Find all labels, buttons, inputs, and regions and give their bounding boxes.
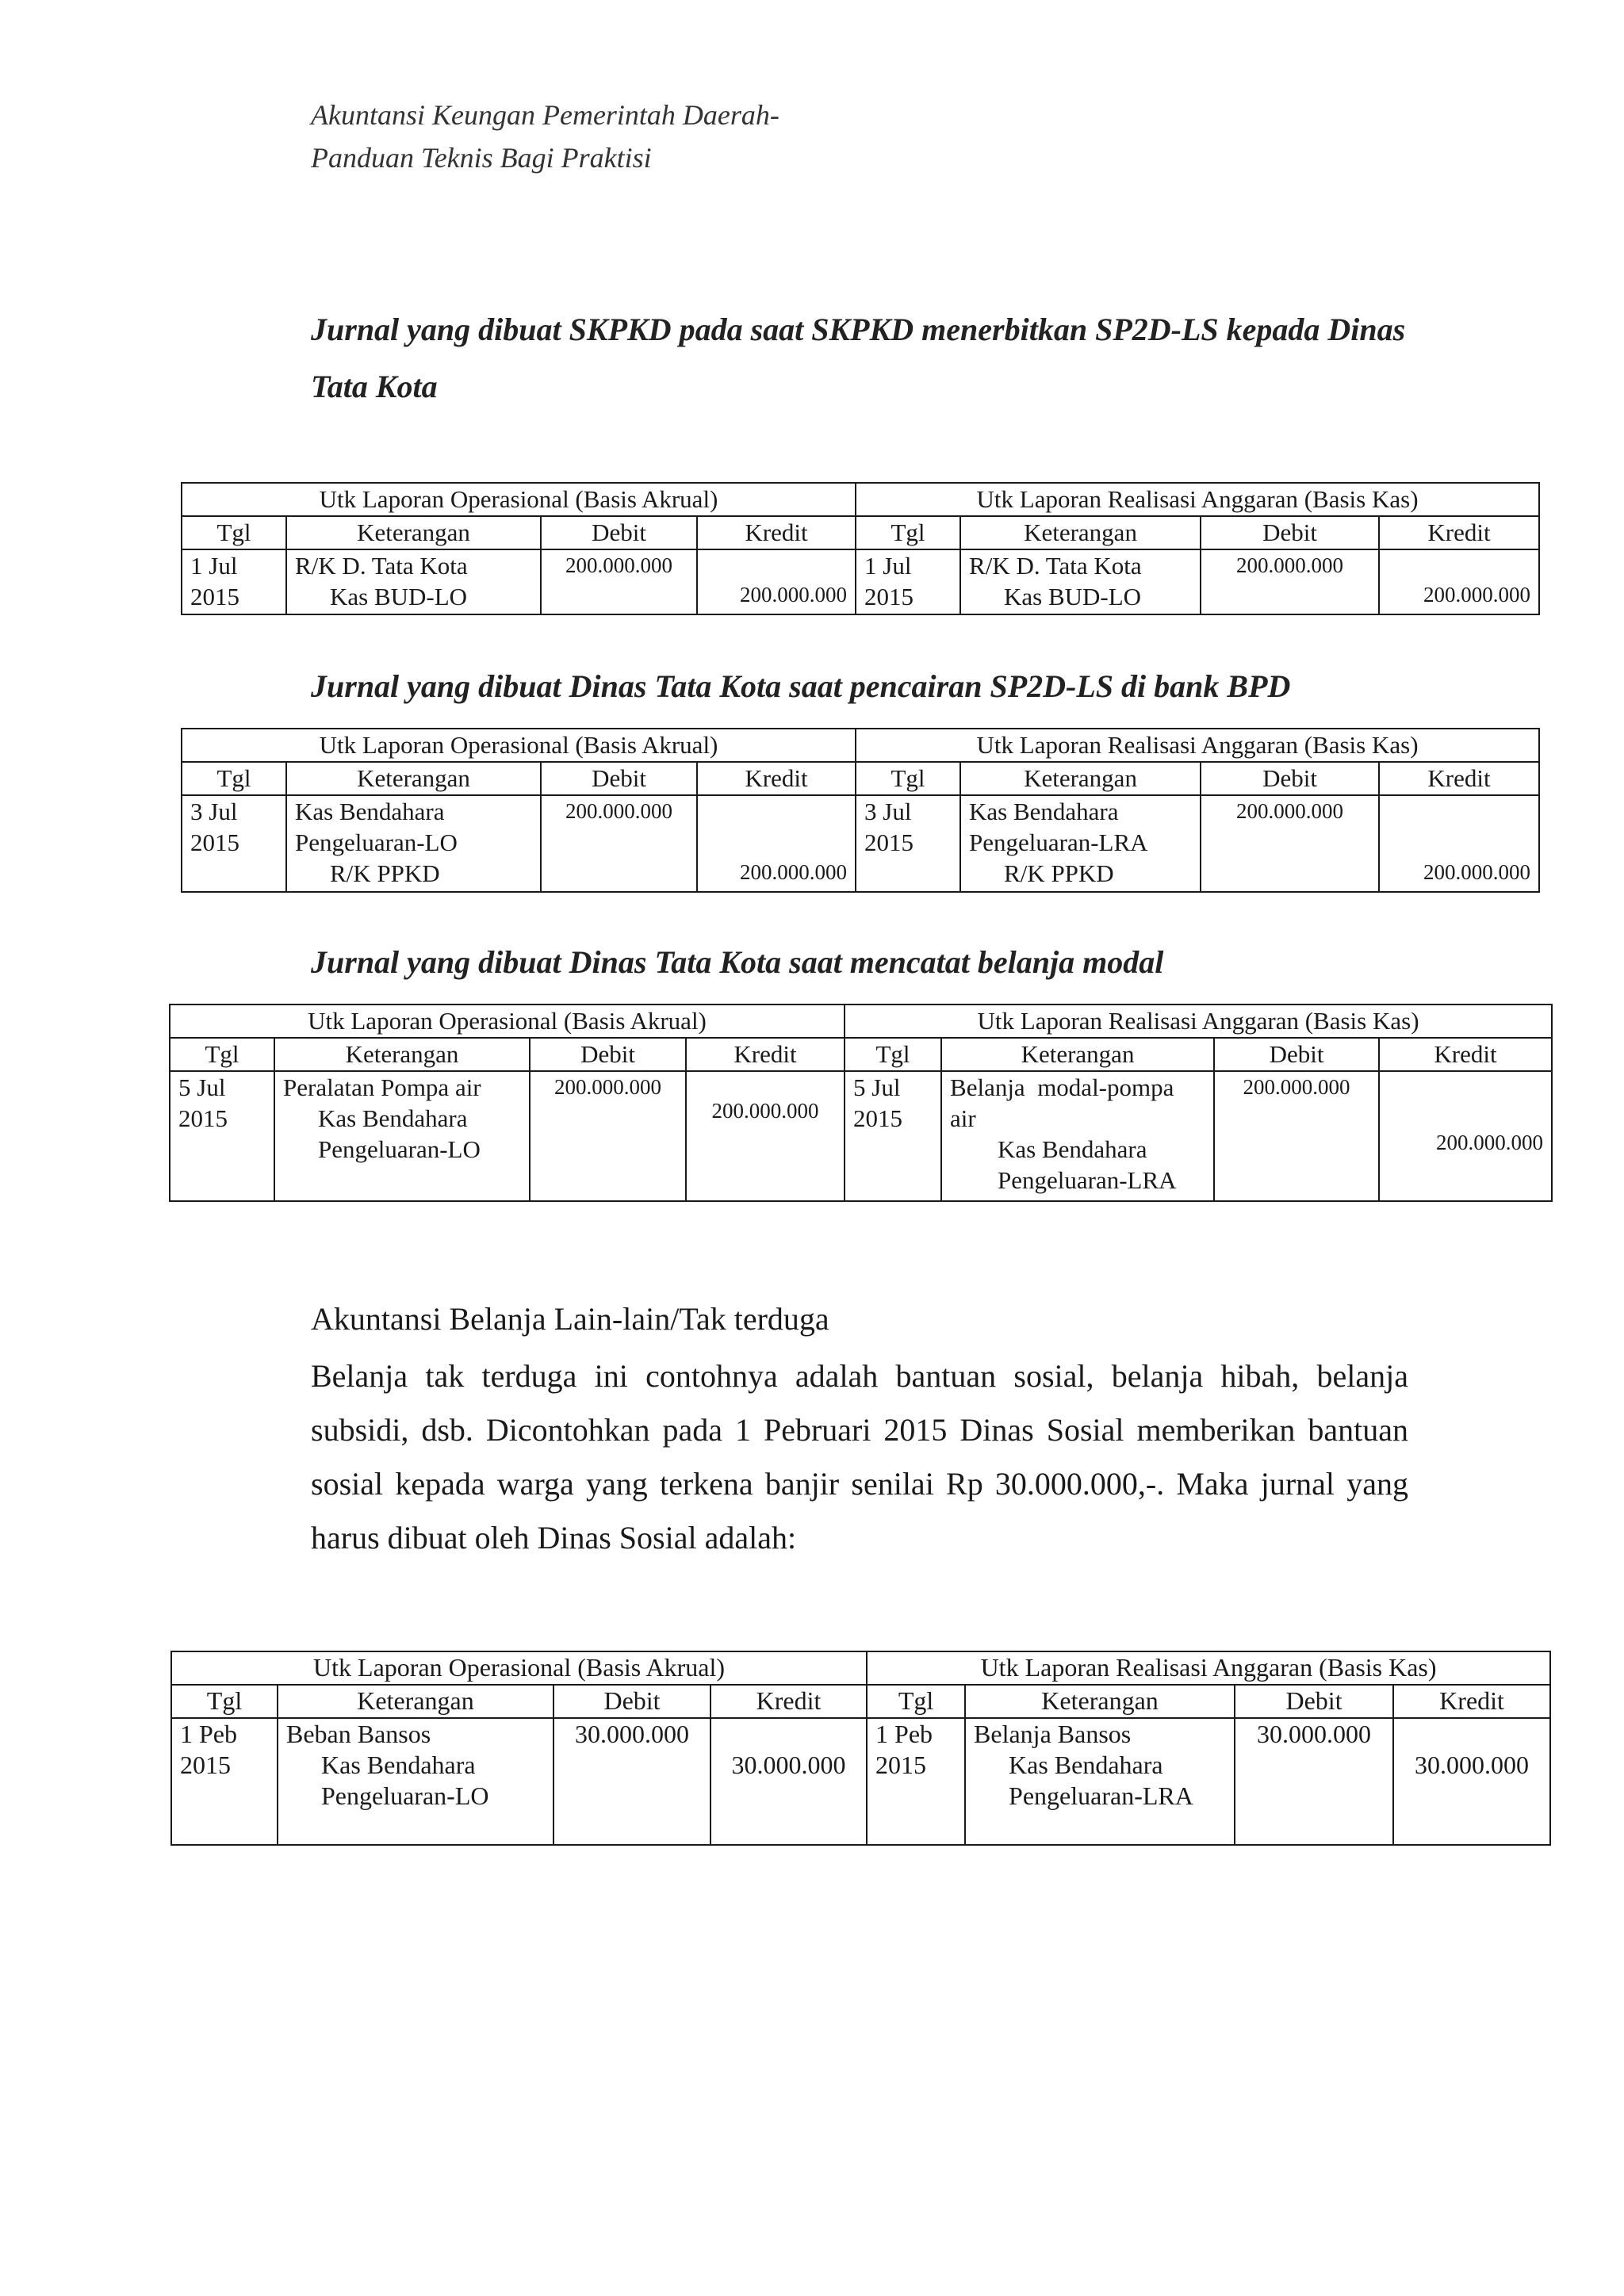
col-keterangan: Keterangan xyxy=(960,516,1201,549)
lra-header: Utk Laporan Realisasi Anggaran (Basis Kas) xyxy=(856,729,1539,762)
lo-header: Utk Laporan Operasional (Basis Akrual) xyxy=(182,729,856,762)
col-debit: Debit xyxy=(530,1038,686,1071)
entry-kredit: 200.000.000 xyxy=(1379,795,1539,892)
entry-date: 3 Jul 2015 xyxy=(182,795,286,892)
col-kredit: Kredit xyxy=(697,516,856,549)
entry-date: 1 Peb 2015 xyxy=(867,1718,965,1845)
col-tgl: Tgl xyxy=(856,762,960,795)
entry-description: Kas Bendahara Pengeluaran-LRA R/K PPKD xyxy=(960,795,1201,892)
col-debit: Debit xyxy=(553,1685,710,1718)
entry-debit: 200.000.000 xyxy=(541,549,697,614)
table-row xyxy=(182,549,1539,614)
lo-header: Utk Laporan Operasional (Basis Akrual) xyxy=(170,1004,845,1038)
col-debit: Debit xyxy=(541,762,697,795)
entry-kredit: 200.000.000 xyxy=(686,1071,845,1201)
col-keterangan: Keterangan xyxy=(941,1038,1214,1071)
running-header-line-2: Panduan Teknis Bagi Praktisi xyxy=(311,142,652,174)
entry-debit: 200.000.000 xyxy=(530,1071,686,1201)
entry-description: Kas Bendahara Pengeluaran-LO R/K PPKD xyxy=(286,795,541,892)
entry-description: Peralatan Pompa air Kas Bendahara Pengeluaran-LO xyxy=(274,1071,530,1201)
lra-header: Utk Laporan Realisasi Anggaran (Basis Kas) xyxy=(867,1651,1550,1685)
col-debit: Debit xyxy=(1201,516,1379,549)
lra-header: Utk Laporan Realisasi Anggaran (Basis Kas) xyxy=(856,483,1539,516)
col-debit: Debit xyxy=(1214,1038,1379,1071)
entry-date: 3 Jul 2015 xyxy=(856,795,960,892)
col-tgl: Tgl xyxy=(845,1038,941,1071)
entry-date: 5 Jul 2015 xyxy=(170,1071,274,1201)
col-tgl: Tgl xyxy=(867,1685,965,1718)
entry-date: 5 Jul 2015 xyxy=(845,1071,941,1201)
col-tgl: Tgl xyxy=(856,516,960,549)
entry-description: R/K D. Tata Kota Kas BUD-LO xyxy=(960,549,1201,614)
entry-debit: 30.000.000 xyxy=(553,1718,710,1845)
entry-debit: 30.000.000 xyxy=(1235,1718,1393,1845)
entry-description: Belanja Bansos Kas Bendahara Pengeluaran-LRA xyxy=(965,1718,1235,1845)
entry-debit: 200.000.000 xyxy=(1201,795,1379,892)
table-row xyxy=(171,1718,1550,1845)
col-debit: Debit xyxy=(1201,762,1379,795)
col-keterangan: Keterangan xyxy=(278,1685,553,1718)
body-paragraph: Belanja tak terduga ini contohnya adalah bantuan sosial, belanja hibah, belanja subsidi, dsb. Dicontohkan pada 1 Pebruari 2015 Dinas Sosial memberikan bantuan sosial kepada warga yang terkena banjir senilai Rp 30.000.000,-. Maka jurnal yang harus dibuat oleh Dinas Sosial adalah: xyxy=(311,1358,1408,1556)
entry-kredit: 30.000.000 xyxy=(710,1718,867,1845)
col-keterangan: Keterangan xyxy=(286,762,541,795)
col-tgl: Tgl xyxy=(171,1685,278,1718)
entry-debit: 200.000.000 xyxy=(1201,549,1379,614)
lo-header: Utk Laporan Operasional (Basis Akrual) xyxy=(182,483,856,516)
entry-date: 1 Jul 2015 xyxy=(182,549,286,614)
col-kredit: Kredit xyxy=(1393,1685,1550,1718)
heading-belanja-modal: Jurnal yang dibuat Dinas Tata Kota saat mencatat belanja modal xyxy=(311,944,1164,980)
journal-table-2 xyxy=(181,728,1540,893)
col-kredit: Kredit xyxy=(1379,1038,1552,1071)
entry-kredit: 200.000.000 xyxy=(1379,1071,1552,1201)
entry-kredit: 30.000.000 xyxy=(1393,1718,1550,1845)
col-debit: Debit xyxy=(1235,1685,1393,1718)
entry-debit: 200.000.000 xyxy=(541,795,697,892)
journal-table-3 xyxy=(169,1004,1553,1202)
heading-skpkd-sp2d: Jurnal yang dibuat SKPKD pada saat SKPKD menerbitkan SP2D-LS kepada Dinas Tata Kota xyxy=(311,312,1406,404)
col-kredit: Kredit xyxy=(686,1038,845,1071)
col-keterangan: Keterangan xyxy=(286,516,541,549)
table-row xyxy=(182,795,1539,892)
entry-kredit: 200.000.000 xyxy=(1379,549,1539,614)
entry-kredit: 200.000.000 xyxy=(697,795,856,892)
table-row xyxy=(170,1071,1552,1201)
lo-header: Utk Laporan Operasional (Basis Akrual) xyxy=(171,1651,867,1685)
entry-kredit: 200.000.000 xyxy=(697,549,856,614)
entry-description: Beban Bansos Kas Bendahara Pengeluaran-LO xyxy=(278,1718,553,1845)
lra-header: Utk Laporan Realisasi Anggaran (Basis Kas) xyxy=(845,1004,1552,1038)
col-kredit: Kredit xyxy=(1379,762,1539,795)
entry-date: 1 Jul 2015 xyxy=(856,549,960,614)
col-tgl: Tgl xyxy=(182,762,286,795)
col-kredit: Kredit xyxy=(1379,516,1539,549)
entry-date: 1 Peb 2015 xyxy=(171,1718,278,1845)
col-debit: Debit xyxy=(541,516,697,549)
running-header xyxy=(311,94,779,179)
journal-table-1 xyxy=(181,482,1540,615)
col-keterangan: Keterangan xyxy=(965,1685,1235,1718)
col-keterangan: Keterangan xyxy=(274,1038,530,1071)
col-kredit: Kredit xyxy=(710,1685,867,1718)
col-keterangan: Keterangan xyxy=(960,762,1201,795)
running-header-line-1: Akuntansi Keungan Pemerintah Daerah- xyxy=(311,99,779,131)
col-kredit: Kredit xyxy=(697,762,856,795)
col-tgl: Tgl xyxy=(170,1038,274,1071)
entry-description: R/K D. Tata Kota Kas BUD-LO xyxy=(286,549,541,614)
journal-table-4 xyxy=(170,1651,1551,1846)
heading-pencairan-sp2d: Jurnal yang dibuat Dinas Tata Kota saat pencairan SP2D-LS di bank BPD xyxy=(311,668,1291,704)
entry-description: Belanja modal-pompa air Kas Bendahara Pengeluaran-LRA xyxy=(941,1071,1214,1201)
entry-debit: 200.000.000 xyxy=(1214,1071,1379,1201)
section-title: Akuntansi Belanja Lain-lain/Tak terduga xyxy=(311,1301,829,1337)
col-tgl: Tgl xyxy=(182,516,286,549)
